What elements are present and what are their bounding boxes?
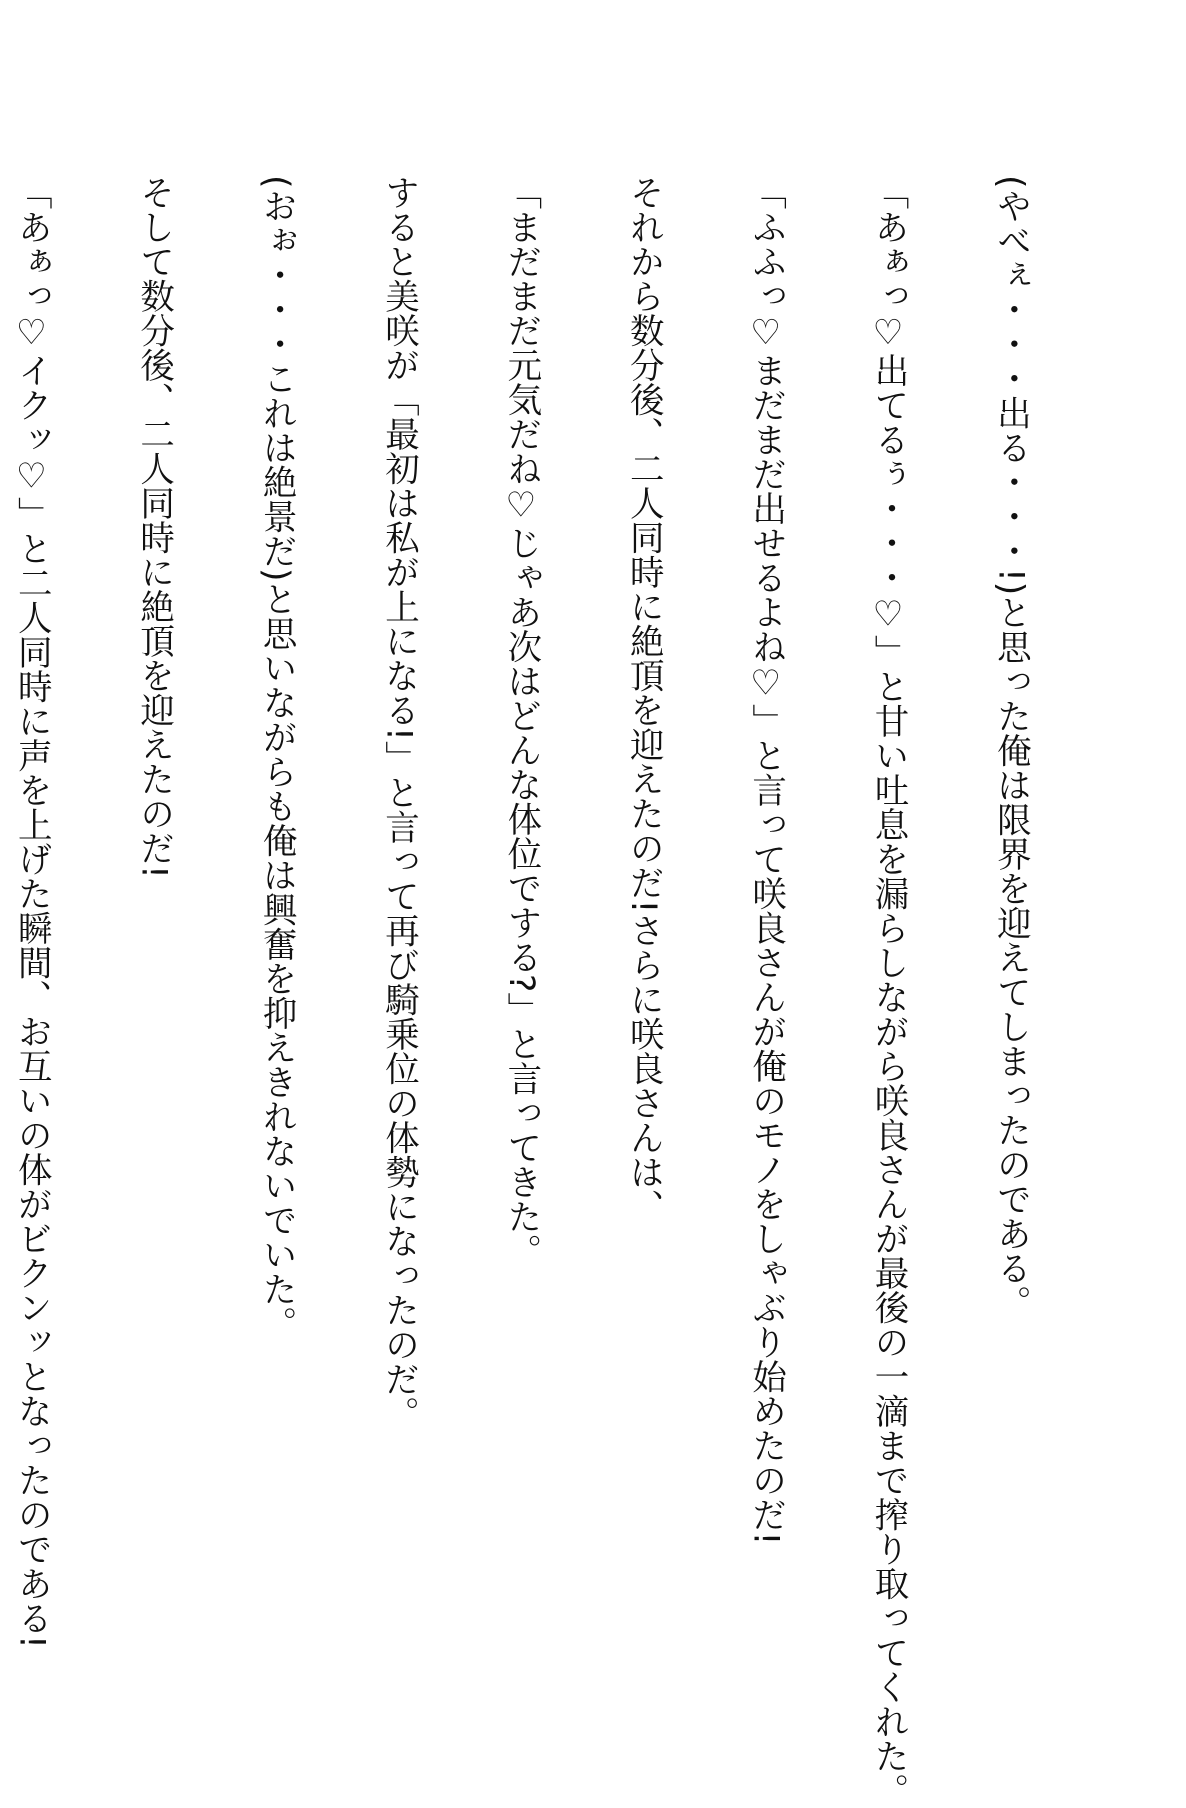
text-line: 「ふふっ♡まだまだ出せるよね♡」と言って咲良さんが俺のモノをしゃぶり始めたのだ!	[745, 175, 786, 1546]
text-line: 「あぁっ♡出てるぅ・・・♡」と甘い吐息を漏らしながら咲良さんが最後の一滴まで搾り取ってくれた。	[868, 175, 909, 1808]
text-line: (やべぇ・・・出る・・・!)と思った俺は限界を迎えてしまったのである。	[990, 175, 1031, 1320]
text-line: 「あぁっ♡イクッ♡」と二人同時に声を上げた瞬間、お互いの体がビクンッとなったのである!	[11, 175, 52, 1649]
text-line: それから数分後、二人同時に絶頂を迎えたのだ!さらに咲良さんは、	[623, 175, 664, 1224]
vertical-text-block	[0, 175, 1112, 1808]
text-line: すると美咲が「最初は私が上になる!」と言って再び騎乗位の体勢になったのだ。	[378, 175, 419, 1431]
text-line: (おぉ・・・これは絶景だ)と思いながらも俺は興奮を抑えきれないでいた。	[256, 175, 297, 1341]
text-line: 「まだまだ元気だね♡じゃあ次はどんな体位でする?」と言ってきた。	[500, 175, 541, 1269]
text-line: そして数分後、二人同時に絶頂を迎えたのだ!	[133, 175, 174, 879]
